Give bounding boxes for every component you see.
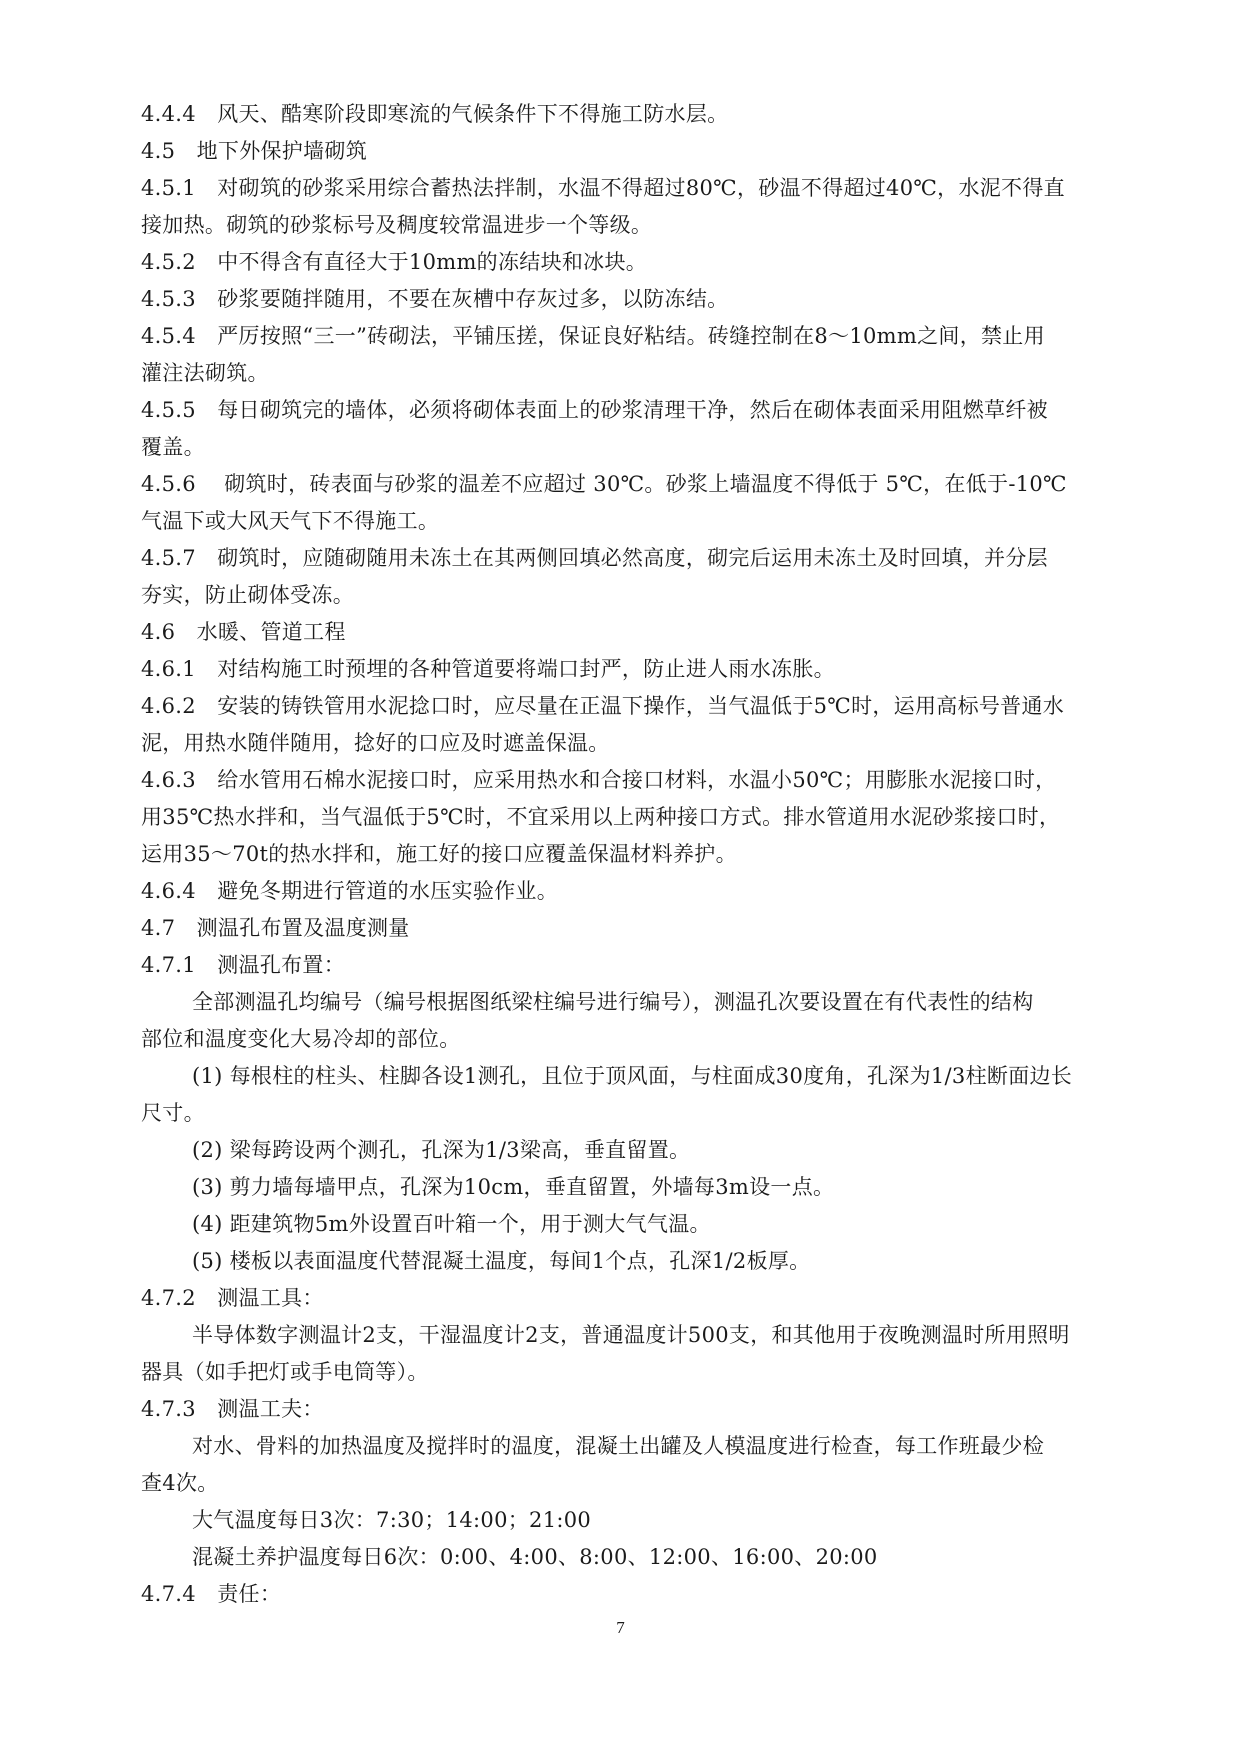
- text-line: 泥，用热水随伴随用，捻好的口应及时遮盖保温。: [141, 731, 610, 755]
- text-line: 部位和温度变化大易冷却的部位。: [141, 1027, 461, 1051]
- page-number: 7: [616, 1618, 625, 1637]
- list-item: (1) 每根柱的柱头、柱脚各设1测孔，且位于顶风面，与柱面成30度角，孔深为1/3柱断面边长: [192, 1064, 1073, 1088]
- text-line: 4.5.7 砌筑时，应随砌随用未冻土在其两侧回填必然高度，砌完后运用未冻土及时回填，并分层: [141, 546, 1048, 570]
- list-item-continuation: 尺寸。: [141, 1101, 205, 1125]
- text-line: 4.5.1 对砌筑的砂浆采用综合蓄热法拌制，水温不得超过80℃，砂温不得超过40℃，水泥不得直: [141, 176, 1065, 200]
- text-line: 4.6.4 避免冬期进行管道的水压实验作业。: [141, 879, 559, 903]
- list-item: (3) 剪力墙每墙甲点，孔深为10cm，垂直留置，外墙每3m设一点。: [192, 1175, 835, 1199]
- text-line: 4.6.3 给水管用石棉水泥接口时，应采用热水和合接口材料，水温小50℃；用膨胀水泥接口时，: [141, 768, 1057, 792]
- subsection-heading: 4.7.2 测温工具：: [141, 1286, 324, 1310]
- text-line: 运用35～70t的热水拌和，施工好的接口应覆盖保温材料养护。: [141, 842, 737, 866]
- text-line: 用35℃热水拌和，当气温低于5℃时，不宜采用以上两种接口方式。排水管道用水泥砂浆接口时，: [141, 805, 1061, 829]
- text-line: 全部测温孔均编号（编号根据图纸梁柱编号进行编号），测温孔次要设置在有代表性的结构: [192, 990, 1034, 1014]
- text-line: 半导体数字测温计2支，干湿温度计2支，普通温度计500支，和其他用于夜晚测温时所用照明: [192, 1323, 1070, 1347]
- list-item: (5) 楼板以表面温度代替混凝土温度，每间1个点，孔深1/2板厚。: [192, 1249, 811, 1273]
- text-line: 4.6.1 对结构施工时预埋的各种管道要将端口封严，防止进人雨水冻胀。: [141, 657, 835, 681]
- text-line: 4.6.2 安装的铸铁管用水泥捻口时，应尽量在正温下操作，当气温低于5℃时，运用高标号普通水: [141, 694, 1065, 718]
- list-item: (4) 距建筑物5m外设置百叶箱一个，用于测大气气温。: [192, 1212, 711, 1236]
- text-line: 4.5.6 砌筑时，砖表面与砂浆的温差不应超过 30℃。砂浆上墙温度不得低于 5℃，在低于-10℃: [141, 472, 1067, 496]
- section-heading: 4.7 测温孔布置及温度测量: [141, 916, 410, 940]
- text-line: 灌注法砌筑。: [141, 361, 269, 385]
- text-line: 器具（如手把灯或手电筒等）。: [141, 1360, 429, 1384]
- text-line: 覆盖。: [141, 435, 205, 459]
- text-line: 混凝土养护温度每日6次：0:00、4:00、8:00、12:00、16:00、20:00: [192, 1545, 878, 1569]
- text-line: 接加热。砌筑的砂浆标号及稠度较常温进步一个等级。: [141, 213, 653, 237]
- section-heading: 4.5 地下外保护墙砌筑: [141, 139, 367, 163]
- text-line: 气温下或大风天气下不得施工。: [141, 509, 440, 533]
- text-line: 4.4.4 风天、酷寒阶段即寒流的气候条件下不得施工防水层。: [141, 102, 729, 126]
- list-item: (2) 梁每跨设两个测孔，孔深为1/3梁高，垂直留置。: [192, 1138, 691, 1162]
- text-line: 4.5.5 每日砌筑完的墙体，必须将砌体表面上的砂浆清理干净，然后在砌体表面采用阻燃草纤被: [141, 398, 1048, 422]
- text-line: 4.5.3 砂浆要随拌随用，不要在灰槽中存灰过多，以防冻结。: [141, 287, 729, 311]
- document-page: [141, 96, 1149, 1676]
- text-line: 对水、骨料的加热温度及搅拌时的温度，混凝土出罐及人模温度进行检查，每工作班最少检: [192, 1434, 1044, 1458]
- text-line: 查4次。: [141, 1471, 219, 1495]
- section-heading: 4.6 水暖、管道工程: [141, 620, 346, 644]
- text-line: 4.5.2 中不得含有直径大于10mm的冻结块和冰块。: [141, 250, 648, 274]
- text-line: 4.5.4 严厉按照“三一”砖砌法，平铺压搓，保证良好粘结。砖缝控制在8～10mm之间，禁止用: [141, 324, 1045, 348]
- text-line: 大气温度每日3次：7:30；14:00；21:00: [192, 1508, 592, 1532]
- subsection-heading: 4.7.1 测温孔布置：: [141, 953, 346, 977]
- subsection-heading: 4.7.4 责任：: [141, 1582, 282, 1606]
- subsection-heading: 4.7.3 测温工夫：: [141, 1397, 324, 1421]
- text-line: 夯实，防止砌体受冻。: [141, 583, 354, 607]
